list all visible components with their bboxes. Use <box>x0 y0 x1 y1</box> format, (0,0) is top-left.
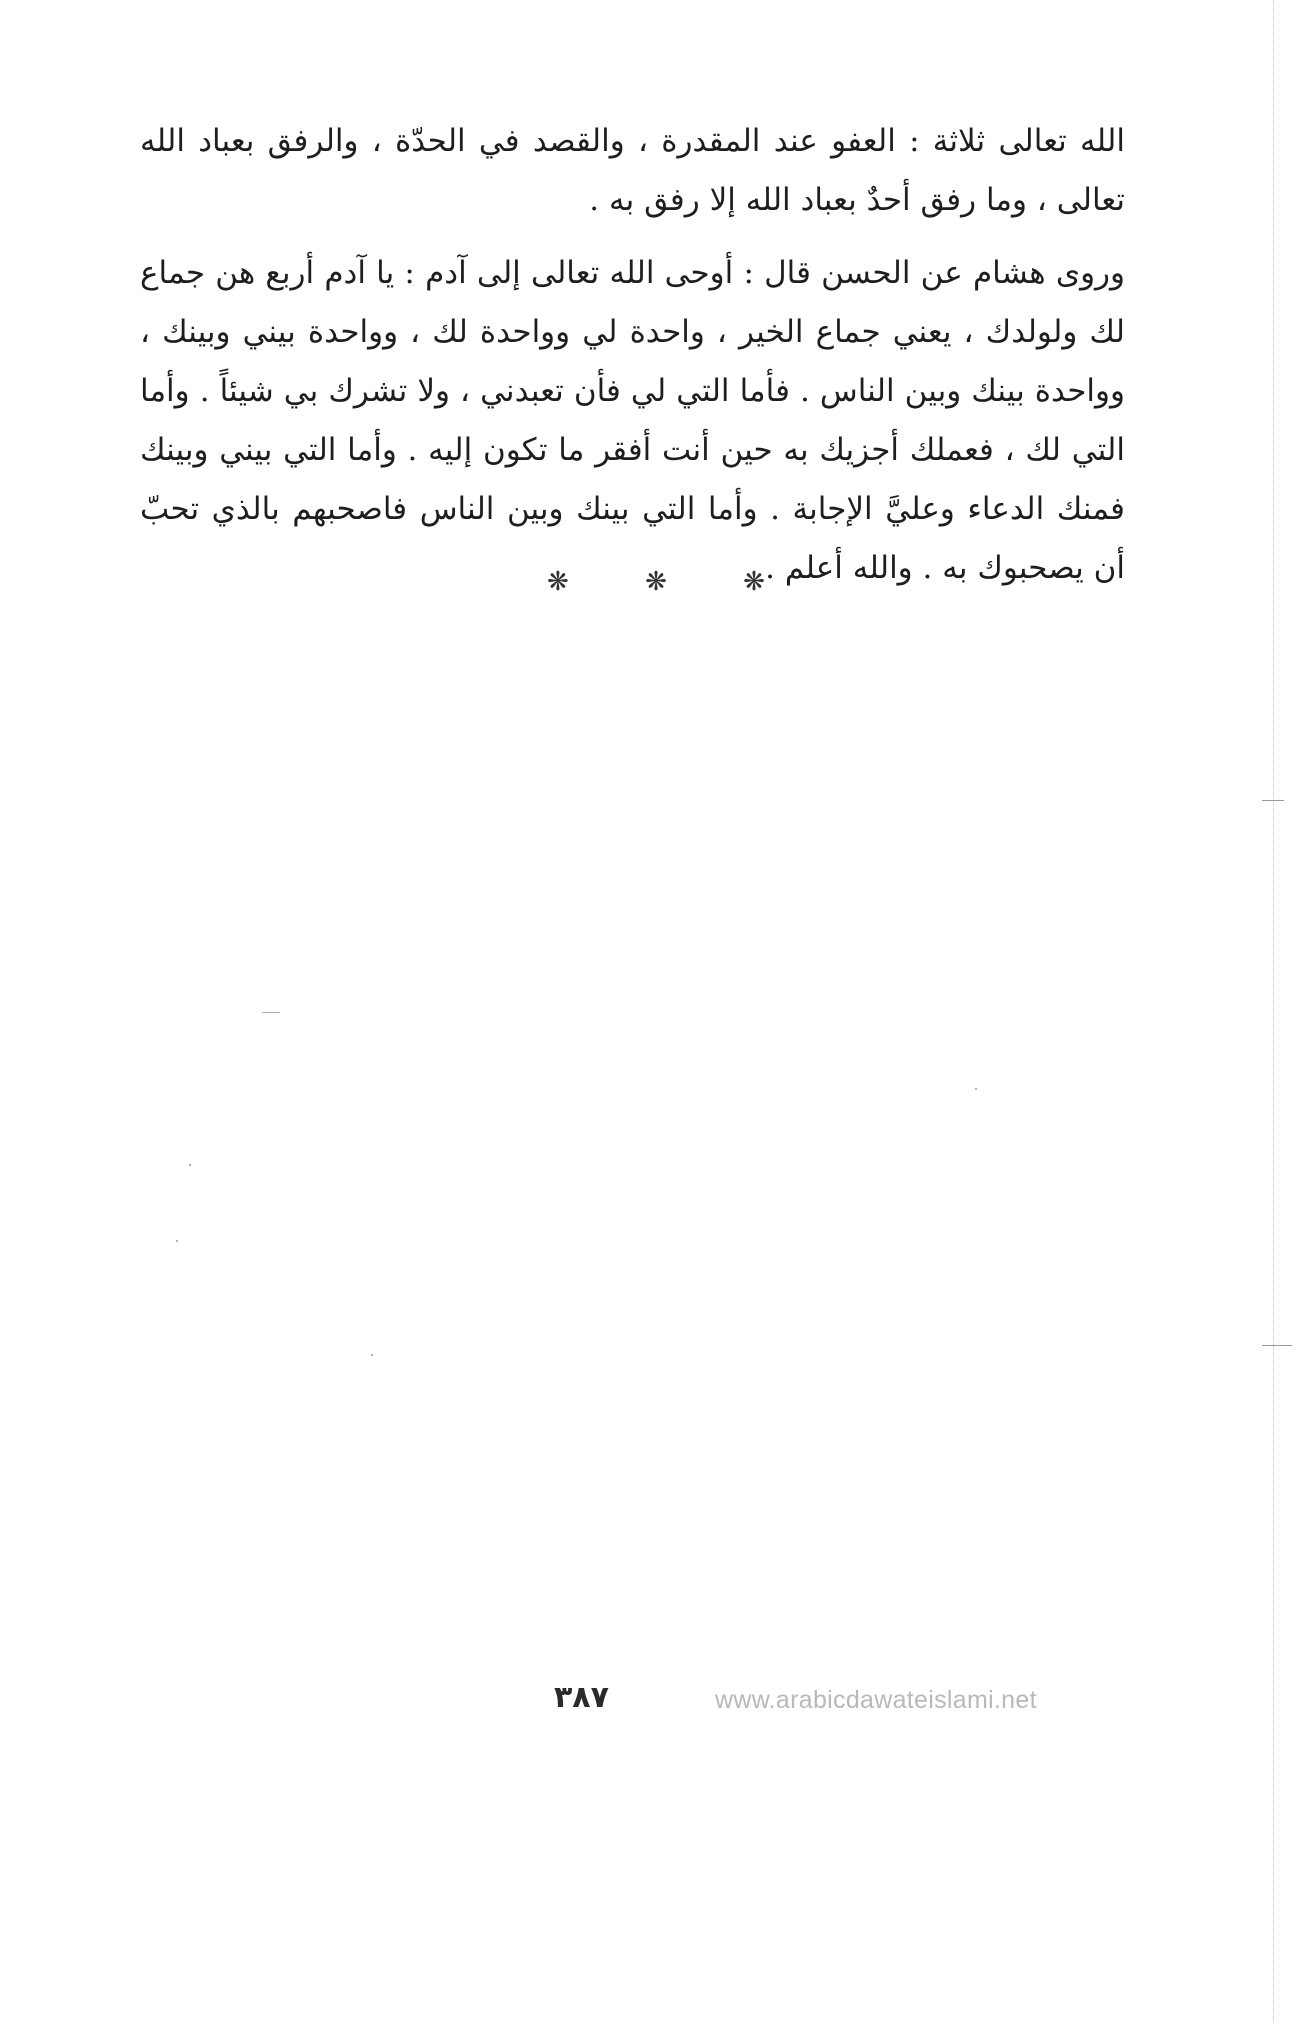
asterism-star-icon: ❋ <box>645 567 667 597</box>
paragraph-1: الله تعالى ثلاثة : العفو عند المقدرة ، والقصد في الحدّة ، والرفق بعباد الله تعالى ، وما رفق أحدٌ بعباد الله إلا رفق به . <box>140 123 1125 218</box>
scan-speck <box>975 1088 977 1090</box>
asterism-star-icon: ❋ <box>743 567 765 597</box>
scan-speck <box>189 1164 191 1166</box>
scan-speck <box>371 1354 373 1356</box>
scan-edge-mark <box>1262 1345 1292 1346</box>
page-footer <box>0 1680 1312 1730</box>
site-watermark: www.arabicdawateislami.net <box>715 1686 1037 1714</box>
body-text <box>140 112 1125 598</box>
paragraph-2: وروى هشام عن الحسن قال : أوحى الله تعالى إلى آدم : يا آدم أربع هن جماع لك ولولدك ، يعني جماع الخير ، واحدة لي وواحدة لك ، وواحدة بيني وبينك ، وواحدة بينك وبين الناس . فأما التي لي فأن تعبدني ، ولا تشرك بي شيئاً . وأما التي لك ، فعملك أجزيك به حين أنت أفقر ما تكون إليه . وأما التي بيني وبينك فمنك الدعاء وعليَّ الإجابة . وأما التي بينك وبين الناس فاصحبهم بالذي تحبّ أن يصحبوك به . والله أعلم . <box>140 255 1125 586</box>
scan-binding-edge <box>1273 0 1274 2023</box>
scan-speck <box>262 1012 280 1013</box>
scan-speck <box>176 1240 178 1242</box>
section-separator <box>0 567 1312 597</box>
scan-edge-mark <box>1262 800 1284 801</box>
asterism-star-icon: ❋ <box>547 567 569 597</box>
page-number: ٣٨٧ <box>554 1680 609 1715</box>
